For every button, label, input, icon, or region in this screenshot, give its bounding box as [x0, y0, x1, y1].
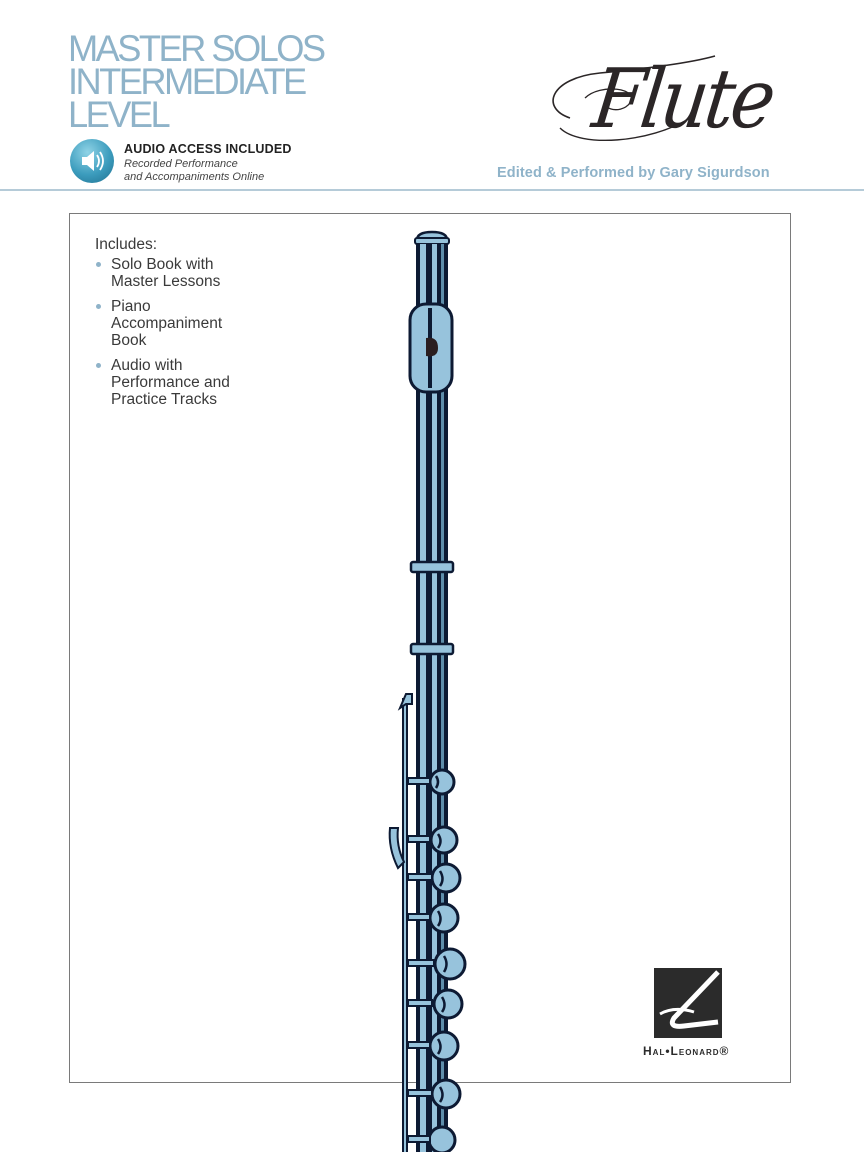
includes-item-line: Audio with — [111, 357, 183, 374]
series-title-line: MASTER SOLOS — [68, 28, 324, 69]
includes-item — [95, 357, 230, 408]
bullet-icon — [96, 304, 101, 309]
bullet-icon — [96, 262, 101, 267]
series-title-line: INTERMEDIATE — [68, 61, 305, 102]
audio-heading: AUDIO ACCESS INCLUDED — [124, 142, 292, 156]
instrument-title-text: Flute — [587, 52, 778, 147]
includes-label: Includes: — [95, 236, 158, 253]
includes-item-line: Book — [111, 332, 147, 349]
includes-item-line: Solo Book with — [111, 256, 214, 273]
audio-subtitle-line: and Accompaniments Online — [124, 170, 265, 183]
publisher-name: Hal•Leonard® — [643, 1044, 730, 1058]
series-title — [68, 28, 324, 135]
instrument-title — [540, 48, 820, 158]
includes-item-line: Performance and — [111, 374, 230, 391]
header-divider — [0, 189, 864, 191]
includes-item-line: Accompaniment — [111, 315, 223, 332]
includes-item-line: Piano — [111, 298, 151, 315]
includes-item-line: Master Lessons — [111, 273, 221, 290]
bullet-icon — [96, 363, 101, 368]
includes-item-line: Practice Tracks — [111, 391, 217, 408]
series-title-line: LEVEL — [68, 94, 169, 135]
includes-list — [95, 236, 230, 416]
flute-illustration — [380, 228, 480, 1152]
audio-subtitle — [124, 158, 264, 183]
hal-leonard-logo-icon — [654, 968, 722, 1038]
includes-item — [95, 256, 230, 290]
audio-access-block — [70, 139, 330, 185]
editor-credit: Edited & Performed by Gary Sigurdson — [497, 165, 770, 181]
speaker-icon — [70, 139, 114, 183]
includes-item — [95, 298, 230, 349]
audio-subtitle-line: Recorded Performance — [124, 158, 238, 170]
